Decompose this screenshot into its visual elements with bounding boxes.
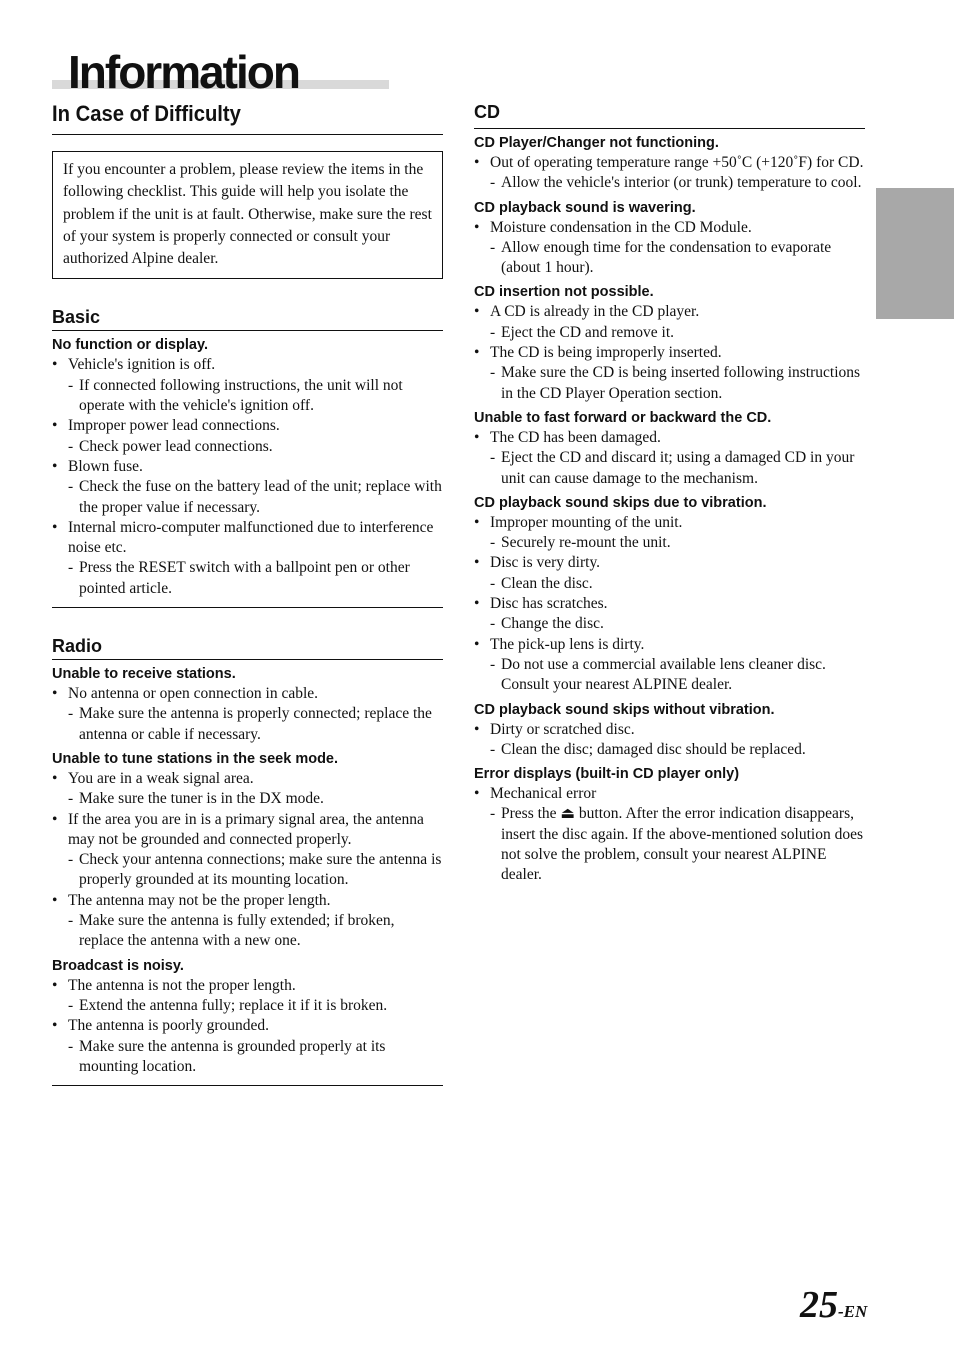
cause-item xyxy=(474,343,865,363)
remedy-item xyxy=(474,448,865,489)
cause-item xyxy=(52,810,443,851)
bullet-icon: • xyxy=(474,154,480,171)
remedy-item xyxy=(474,655,865,696)
cause-text: The antenna may not be the proper length. xyxy=(68,891,331,909)
dash-marker: - xyxy=(490,615,496,633)
cause-text: You are in a weak signal area. xyxy=(68,769,254,787)
bullet-icon: • xyxy=(474,554,480,572)
cause-text: Vehicle's ignition is off. xyxy=(68,356,216,374)
bullet-icon: • xyxy=(474,785,480,803)
remedy-text: Clean the disc; damaged disc should be replaced. xyxy=(501,740,806,758)
problem-title: Broadcast is noisy. xyxy=(52,957,184,974)
dash-marker: - xyxy=(490,534,496,552)
bullet-icon: • xyxy=(474,303,480,321)
problem-title: CD playback sound is wavering. xyxy=(474,199,696,216)
dash-marker: - xyxy=(68,478,74,496)
page-number-suffix: -EN xyxy=(838,1302,868,1321)
problem-title: Unable to receive stations. xyxy=(52,666,236,683)
section-side-tab xyxy=(876,188,954,319)
cause-text: Moisture condensation in the CD Module. xyxy=(490,218,752,236)
remedy-item xyxy=(474,173,865,193)
bullet-icon: • xyxy=(474,720,480,738)
remedy-text: Make sure the CD is being inserted following instructions in the CD Player Operation section. xyxy=(501,364,861,402)
cd-problem-list xyxy=(474,133,865,886)
remedy-item xyxy=(474,363,865,404)
dash-marker: - xyxy=(68,1037,74,1055)
left-column xyxy=(52,100,443,1086)
bullet-icon: • xyxy=(474,428,480,446)
cause-text: The pick-up lens is dirty. xyxy=(490,635,645,653)
remedy-item xyxy=(474,804,865,885)
problem-title: CD insertion not possible. xyxy=(474,284,654,301)
remedy-item xyxy=(52,911,443,952)
remedy-text: Change the disc. xyxy=(501,615,604,633)
cause-item xyxy=(52,457,443,477)
cause-text: Disc has scratches. xyxy=(490,595,608,613)
bullet-icon: • xyxy=(474,513,480,531)
right-column xyxy=(474,100,865,886)
main-heading: In Case of Difficulty xyxy=(52,101,241,126)
bullet-icon: • xyxy=(52,810,58,828)
dash-marker: - xyxy=(490,174,496,192)
dash-marker: - xyxy=(490,805,496,823)
cause-text: Blown fuse. xyxy=(68,457,143,475)
remedy-text: Make sure the antenna is fully extended; if broken, replace the antenna with a new one. xyxy=(79,912,395,950)
remedy-item xyxy=(52,1037,443,1078)
remedy-item xyxy=(52,996,443,1016)
dash-marker: - xyxy=(68,912,74,930)
cause-item xyxy=(474,553,865,573)
dash-marker: - xyxy=(490,740,496,758)
page-title: Information xyxy=(68,46,299,98)
bullet-icon: • xyxy=(52,457,58,475)
cd-heading-container xyxy=(474,100,865,129)
remedy-item xyxy=(474,574,865,594)
dash-marker: - xyxy=(68,851,74,869)
remedy-text: Make sure the antenna is properly connected; replace the antenna or cable if necessary. xyxy=(79,705,432,743)
remedy-item xyxy=(474,740,865,760)
cause-item xyxy=(474,302,865,322)
remedy-item xyxy=(52,850,443,891)
dash-marker: - xyxy=(490,238,496,256)
remedy-item xyxy=(52,789,443,809)
bullet-icon: • xyxy=(52,1017,58,1035)
cause-item xyxy=(52,976,443,996)
bullet-icon: • xyxy=(52,518,58,536)
remedy-text: Make sure the antenna is grounded properly at its mounting location. xyxy=(79,1037,386,1075)
cause-text: The antenna is poorly grounded. xyxy=(68,1017,270,1035)
bullet-icon: • xyxy=(52,685,58,703)
cause-item xyxy=(474,635,865,655)
remedy-text: Make sure the tuner is in the DX mode. xyxy=(79,790,324,808)
remedy-text: Allow enough time for the condensation to evaporate (about 1 hour). xyxy=(501,238,832,277)
remedy-text: Press the RESET switch with a ballpoint pen or other pointed article. xyxy=(79,559,410,597)
remedy-text: Eject the CD and discard it; using a damaged CD in your unit can cause damage to the mechanism. xyxy=(501,449,855,487)
section-divider xyxy=(52,599,443,608)
section-heading-cd: CD xyxy=(474,102,500,122)
remedy-text: Check your antenna connections; make sure the antenna is properly grounded at its mounting location. xyxy=(79,851,442,889)
bullet-icon: • xyxy=(474,635,480,653)
problem-title: Unable to fast forward or backward the CD. xyxy=(474,409,772,426)
cause-item xyxy=(474,218,865,238)
remedy-item xyxy=(474,614,865,634)
remedy-text: Clean the disc. xyxy=(501,574,593,592)
cause-text: The CD has been damaged. xyxy=(490,428,661,446)
dash-marker: - xyxy=(490,655,496,673)
page-number xyxy=(800,1283,867,1334)
remedy-item xyxy=(474,533,865,553)
page-number-value: 25 xyxy=(800,1284,838,1326)
cause-text: Improper power lead connections. xyxy=(68,417,280,435)
remedy-item xyxy=(474,323,865,343)
dash-marker: - xyxy=(68,376,74,394)
intro-box: If you encounter a problem, please review the items in the following checklist. This guide will help you isolate the problem if the unit is at fault. Otherwise, make sure the rest of your system is properly connected or consult your authorized Alpine dealer. xyxy=(52,151,443,279)
dash-marker: - xyxy=(490,364,496,382)
dash-marker: - xyxy=(490,323,496,341)
cause-text: Dirty or scratched disc. xyxy=(490,720,635,738)
remedy-item xyxy=(52,477,443,518)
cause-text: Disc is very dirty. xyxy=(490,554,601,572)
dash-marker: - xyxy=(68,559,74,577)
radio-problem-list xyxy=(52,664,443,1077)
cause-text: The antenna is not the proper length. xyxy=(68,976,296,994)
cause-text: No antenna or open connection in cable. xyxy=(68,685,319,703)
basic-problem-list xyxy=(52,335,443,599)
bullet-icon: • xyxy=(52,356,58,374)
dash-marker: - xyxy=(68,437,74,455)
cause-item xyxy=(474,594,865,614)
cause-item xyxy=(52,416,443,436)
cause-text: If the area you are in is a primary signal area, the antenna may not be grounded and connected properly. xyxy=(68,810,424,848)
cause-text: The CD is being improperly inserted. xyxy=(490,344,722,362)
remedy-item xyxy=(52,437,443,457)
problem-title: CD playback sound skips due to vibration. xyxy=(474,494,767,511)
cause-text: Out of operating temperature range +50˚C (+120˚F) for CD. xyxy=(490,154,864,171)
remedy-text: Check the fuse on the battery lead of the unit; replace with the proper value if necessary. xyxy=(79,478,442,516)
remedy-item xyxy=(52,376,443,417)
remedy-text: Securely re-mount the unit. xyxy=(501,534,671,552)
remedy-text: Check power lead connections. xyxy=(79,437,273,455)
remedy-item xyxy=(474,238,865,279)
remedy-text: If connected following instructions, the unit will not operate with the vehicle's ignition off. xyxy=(79,376,403,415)
cause-item xyxy=(52,518,443,559)
bullet-icon: • xyxy=(52,417,58,435)
cause-text: Mechanical error xyxy=(490,785,597,803)
cause-item xyxy=(474,720,865,740)
main-heading-container xyxy=(52,100,443,135)
section-divider xyxy=(52,1077,443,1086)
problem-title: CD playback sound skips without vibration. xyxy=(474,701,775,718)
cause-item xyxy=(474,428,865,448)
bullet-icon: • xyxy=(52,891,58,909)
cause-text: Internal micro-computer malfunctioned due to interference noise etc. xyxy=(68,518,434,557)
remedy-text: Do not use a commercial available lens cleaner disc. Consult your nearest ALPINE dealer. xyxy=(501,655,826,694)
cause-item xyxy=(52,769,443,789)
dash-marker: - xyxy=(68,996,74,1014)
cause-item xyxy=(474,513,865,533)
bullet-icon: • xyxy=(474,218,480,236)
section-radio xyxy=(52,634,443,1086)
bullet-icon: • xyxy=(52,976,58,994)
problem-title: CD Player/Changer not functioning. xyxy=(474,135,719,151)
remedy-text: Extend the antenna fully; replace it if it is broken. xyxy=(79,996,388,1014)
section-heading-basic: Basic xyxy=(52,305,443,331)
problem-title: Error displays (built-in CD player only) xyxy=(474,766,740,783)
cause-item xyxy=(52,891,443,911)
section-basic xyxy=(52,305,443,608)
remedy-item xyxy=(52,704,443,745)
dash-marker: - xyxy=(68,790,74,808)
dash-marker: - xyxy=(490,449,496,467)
bullet-icon: • xyxy=(52,769,58,787)
bullet-icon: • xyxy=(474,344,480,362)
section-heading-radio: Radio xyxy=(52,634,443,660)
cause-item xyxy=(474,784,865,804)
remedy-text: Eject the CD and remove it. xyxy=(501,323,675,341)
cause-item xyxy=(52,684,443,704)
cause-item xyxy=(474,153,865,173)
cause-text: Improper mounting of the unit. xyxy=(490,513,683,531)
cause-item xyxy=(52,355,443,375)
cause-text: A CD is already in the CD player. xyxy=(490,303,700,321)
problem-title: No function or display. xyxy=(52,337,209,354)
dash-marker: - xyxy=(490,574,496,592)
cause-item xyxy=(52,1016,443,1036)
problem-title: Unable to tune stations in the seek mode. xyxy=(52,750,339,767)
remedy-text: Allow the vehicle's interior (or trunk) temperature to cool. xyxy=(501,174,862,192)
remedy-text: Press the ⏏ button. After the error indication disappears, insert the disc again. If the above-mentioned solution does not solve the problem, consult your nearest ALPINE dealer. xyxy=(501,805,864,884)
remedy-item xyxy=(52,558,443,599)
bullet-icon: • xyxy=(474,595,480,613)
dash-marker: - xyxy=(68,705,74,723)
